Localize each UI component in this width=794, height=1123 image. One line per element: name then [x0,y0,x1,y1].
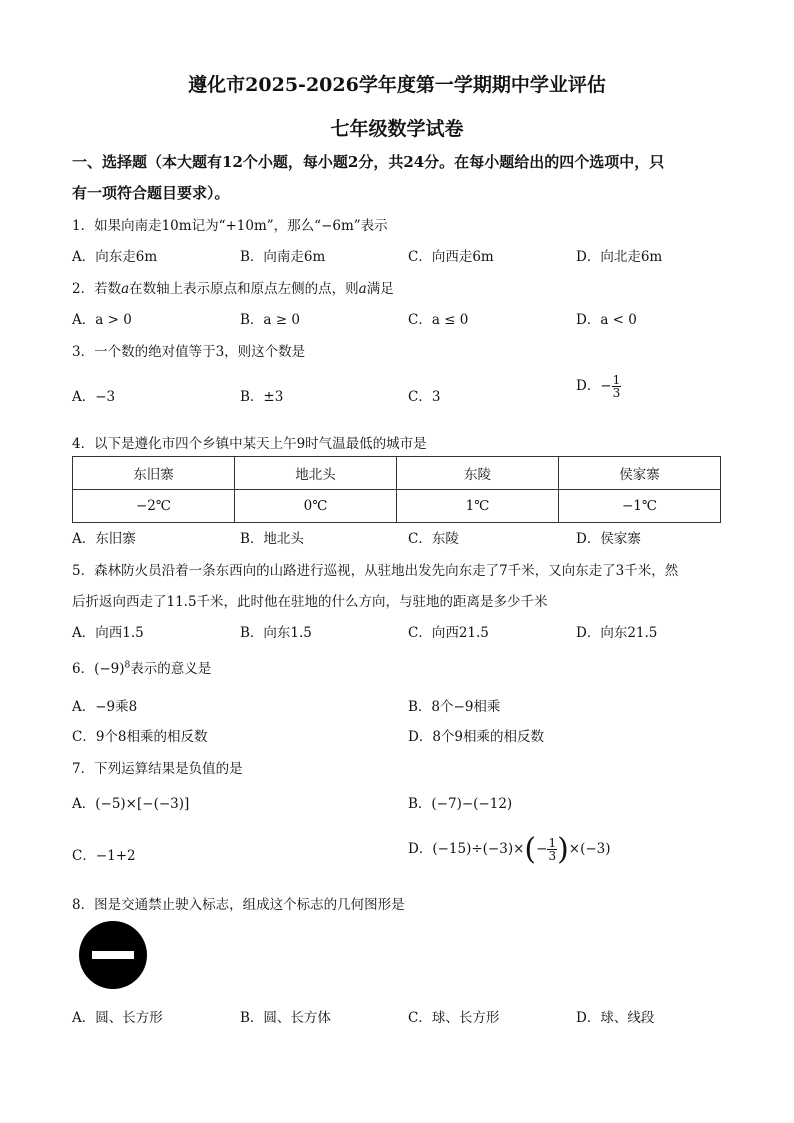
table-cell: −1℃ [559,490,721,523]
question-6-stem: 6．$(-9)^8$表示的意义是 [72,660,212,677]
q6-option-a: A．−9乘8 [72,699,138,715]
q8-option-a: A．圆、长方形 [72,1010,163,1026]
paren-close: ) [557,832,569,867]
fraction: $\frac{1}{3}$ [612,373,621,400]
paren-open: ( [524,832,537,867]
table-header-cell: 东旧寨 [73,457,235,490]
table-cell: 1℃ [397,490,559,523]
section-heading-cont: 有一项符合题目要求）。 [72,184,230,202]
q2-option-c: C．a ≤ 0 [408,312,469,328]
q8-option-b: B．圆、长方体 [240,1010,331,1026]
q3-option-b: B．±3 [240,389,284,405]
q2-option-a: A．a > 0 [72,312,132,328]
q6-option-c: C．9个8相乘的相反数 [72,729,208,745]
section-heading: 一、选择题（本大题有12个小题，每小题2分，共24分。在每小题给出的四个选项中，只 [72,153,665,171]
q4-option-b: B．地北头 [240,531,304,547]
table-row [73,490,721,523]
question-2-stem: 2．若数a在数轴上表示原点和原点左侧的点，则a满足 [72,281,394,297]
q2-option-d: D．a < 0 [576,312,637,328]
q8-option-c: C．球、长方形 [408,1010,500,1026]
q3-option-c: C．3 [408,389,441,405]
question-8-stem: 8．图是交通禁止驶入标志，组成这个标志的几何图形是 [72,897,405,913]
q5-option-c: C．向西21.5 [408,625,489,641]
table-cell: −2℃ [73,490,235,523]
q5-option-d: D．向东21.5 [576,625,658,641]
q8-option-d: D．球、线段 [576,1010,655,1026]
q3-option-a: A．−3 [72,389,116,405]
table-row [73,457,721,490]
table-header-cell: 侯家寨 [559,457,721,490]
question-7-stem: 7．下列运算结果是负值的是 [72,761,243,777]
q5-option-b: B．向东1.5 [240,625,312,641]
temperature-table [72,456,721,523]
table-header-cell: 东陵 [397,457,559,490]
q2-option-b: B．a ≥ 0 [240,312,300,328]
q4-option-c: C．东陵 [408,531,459,547]
q1-option-d: D．向北走6m [576,249,663,265]
q1-option-c: C．向西走6m [408,249,494,265]
question-5-stem-cont: 后折返向西走了11.5千米，此时他在驻地的什么方向，与驻地的距离是多少千米 [72,594,548,610]
q1-option-b: B．向南走6m [240,249,326,265]
q7-option-c: C．−1+2 [72,848,136,864]
q7-option-b: B．(−7)−(−12) [408,796,513,812]
q4-option-d: D．侯家寨 [576,531,641,547]
no-entry-sign-icon [78,920,148,990]
table-header-cell: 地北头 [235,457,397,490]
page-subtitle: 七年级数学试卷 [330,118,464,140]
question-5-stem: 5．森林防火员沿着一条东西向的山路进行巡视，从驻地出发先向东走了7千米，又向东走了3千米，然 [72,563,679,579]
q1-option-a: A．向东走6m [72,249,158,265]
fraction: $\frac{1}{3}$ [548,836,557,863]
question-3-stem: 3．一个数的绝对值等于3，则这个数是 [72,344,306,360]
q6-option-b: B．8个−9相乘 [408,699,501,715]
q4-option-a: A．东旧寨 [72,531,136,547]
page-title: 遵化市2025-2026学年度第一学期期中学业评估 [188,74,606,96]
question-1-stem: 1．如果向南走10m记为“+10m”，那么“−6m”表示 [72,218,388,234]
q7-option-d: D．(−15)÷(−3)×(− $\frac{1}{3}$ )×(−3) [408,832,611,867]
q3-option-d: D．− $\frac{1}{3}$ [576,373,621,400]
q6-option-d: D．8个9相乘的相反数 [408,729,545,745]
question-4-stem: 4．以下是遵化市四个乡镇中某天上午9时气温最低的城市是 [72,436,427,452]
q7-option-a: A．(−5)×[−(−3)] [72,796,190,812]
q5-option-a: A．向西1.5 [72,625,144,641]
table-cell: 0℃ [235,490,397,523]
